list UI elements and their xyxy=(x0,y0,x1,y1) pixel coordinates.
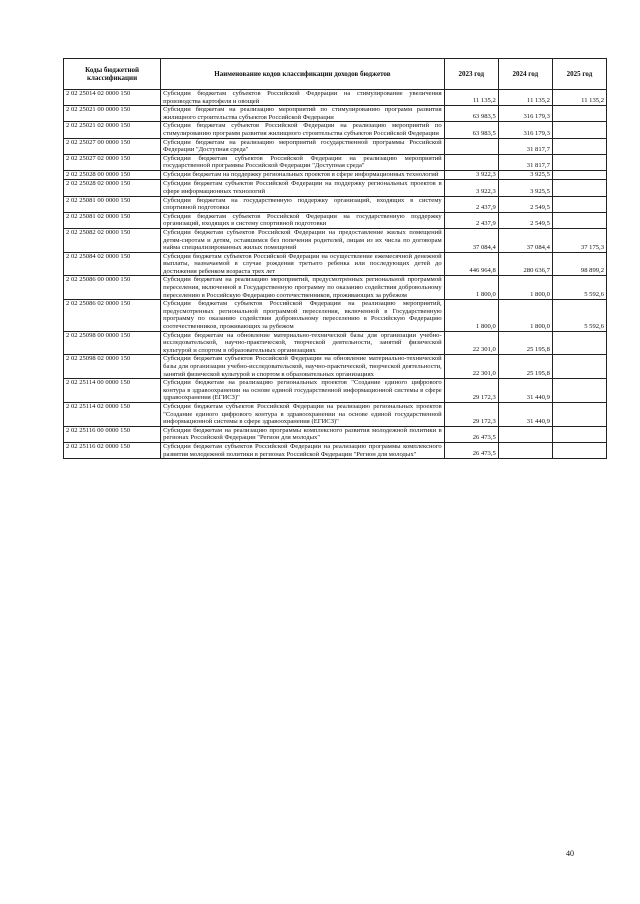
row-code: 2 02 25114 02 0000 150 xyxy=(64,402,161,426)
row-name: Субсидии бюджетам на реализацию мероприятий по стимулированию программ развития жилищного строительства субъектов Российской Федерации xyxy=(161,106,445,122)
row-value-2023: 63 983,5 xyxy=(444,122,498,138)
row-name: Субсидии бюджетам на реализацию программы комплексного развития молодежной политики в регионах Российской Федерации "Регион для молодых" xyxy=(161,426,445,442)
row-value-2023: 26 473,5 xyxy=(444,442,498,458)
row-value-2024: 31 817,7 xyxy=(498,138,552,154)
row-code: 2 02 25027 02 0000 150 xyxy=(64,154,161,170)
row-value-2023: 29 172,3 xyxy=(444,379,498,403)
row-value-2024: 1 800,0 xyxy=(498,300,552,331)
row-value-2025 xyxy=(552,106,606,122)
row-name: Субсидии бюджетам субъектов Российской Федерации на обновление материально-технической базы для организации учебно-исследовательской, научно-практической, творческой деятельности, занятий физической культурой и спортом в образовательных организациях xyxy=(161,355,445,379)
row-value-2023: 22 301,0 xyxy=(444,355,498,379)
row-code: 2 02 25116 02 0000 150 xyxy=(64,442,161,458)
table-row xyxy=(64,426,607,442)
row-value-2024: 2 549,5 xyxy=(498,196,552,212)
row-name: Субсидии бюджетам субъектов Российской Федерации на реализацию региональных проектов "Создание единого цифрового контура в здравоохранении на основе единой государственной информационной системы в сфере здравоохранения (ЕГИСЗ)" xyxy=(161,402,445,426)
row-value-2024 xyxy=(498,442,552,458)
table-header-row xyxy=(64,59,607,90)
table-row xyxy=(64,228,607,252)
row-code: 2 02 25014 02 0000 150 xyxy=(64,90,161,106)
row-value-2025: 5 592,6 xyxy=(552,276,606,300)
row-value-2023: 11 135,2 xyxy=(444,90,498,106)
row-name: Субсидии бюджетам на поддержку региональных проектов в сфере информационных технологий xyxy=(161,170,445,179)
row-code: 2 02 25086 00 0000 150 xyxy=(64,276,161,300)
table-row xyxy=(64,106,607,122)
row-value-2023: 37 084,4 xyxy=(444,228,498,252)
table-row xyxy=(64,154,607,170)
row-code: 2 02 25084 02 0000 150 xyxy=(64,252,161,276)
row-value-2024: 3 925,5 xyxy=(498,180,552,196)
table-body xyxy=(64,90,607,459)
row-value-2025 xyxy=(552,138,606,154)
row-value-2025: 37 175,3 xyxy=(552,228,606,252)
table-row xyxy=(64,252,607,276)
row-name: Субсидии бюджетам на государственную поддержку организаций, входящих в систему спортивной подготовки xyxy=(161,196,445,212)
row-value-2024: 316 179,3 xyxy=(498,122,552,138)
row-value-2024 xyxy=(498,426,552,442)
budget-table xyxy=(63,58,607,459)
row-value-2025 xyxy=(552,180,606,196)
row-value-2024: 31 440,9 xyxy=(498,402,552,426)
row-value-2023: 63 983,5 xyxy=(444,106,498,122)
row-value-2023: 1 800,0 xyxy=(444,300,498,331)
table-row xyxy=(64,122,607,138)
row-name: Субсидии бюджетам субъектов Российской Федерации на предоставление жилых помещений детям-сиротам и детям, оставшимся без попечения родителей, лицам из их числа по договорам найма специализированных жилых помещений xyxy=(161,228,445,252)
row-name: Субсидии бюджетам на реализацию мероприятий государственной программы Российской Федерации "Доступная среда" xyxy=(161,138,445,154)
row-code: 2 02 25082 02 0000 150 xyxy=(64,228,161,252)
row-name: Субсидии бюджетам субъектов Российской Федерации на государственную поддержку организаций, входящих в систему спортивной подготовки xyxy=(161,212,445,228)
row-code: 2 02 25021 02 0000 150 xyxy=(64,122,161,138)
row-value-2024: 25 195,8 xyxy=(498,355,552,379)
header-2025: 2025 год xyxy=(552,59,606,90)
row-value-2025 xyxy=(552,402,606,426)
table-row xyxy=(64,402,607,426)
row-value-2023: 22 301,0 xyxy=(444,331,498,355)
row-value-2023: 2 437,9 xyxy=(444,196,498,212)
table-row xyxy=(64,138,607,154)
row-value-2025 xyxy=(552,170,606,179)
table-row xyxy=(64,442,607,458)
header-2023: 2023 год xyxy=(444,59,498,90)
row-value-2024: 31 440,9 xyxy=(498,379,552,403)
row-value-2025 xyxy=(552,355,606,379)
row-value-2025 xyxy=(552,212,606,228)
row-value-2024: 280 636,7 xyxy=(498,252,552,276)
row-name: Субсидии бюджетам субъектов Российской Федерации на реализацию программы комплексного развития молодежной политики в регионах Российской Федерации "Регион для молодых" xyxy=(161,442,445,458)
table-row xyxy=(64,196,607,212)
row-value-2025 xyxy=(552,122,606,138)
row-name: Субсидии бюджетам субъектов Российской Федерации на реализацию мероприятий государственной программы Российской Федерации "Доступная среда" xyxy=(161,154,445,170)
row-code: 2 02 25098 00 0000 150 xyxy=(64,331,161,355)
table-row xyxy=(64,276,607,300)
row-code: 2 02 25027 00 0000 150 xyxy=(64,138,161,154)
table-row xyxy=(64,170,607,179)
row-value-2023: 1 800,0 xyxy=(444,276,498,300)
row-name: Субсидии бюджетам субъектов Российской Федерации на осуществление ежемесячной денежной выплаты, назначаемой в случае рождения третьего ребенка или последующих детей до достижения ребенком возраста трех лет xyxy=(161,252,445,276)
row-code: 2 02 25086 02 0000 150 xyxy=(64,300,161,331)
row-code: 2 02 25081 00 0000 150 xyxy=(64,196,161,212)
row-value-2024: 11 135,2 xyxy=(498,90,552,106)
row-value-2023: 26 473,5 xyxy=(444,426,498,442)
row-code: 2 02 25028 02 0000 150 xyxy=(64,180,161,196)
row-value-2024: 316 179,3 xyxy=(498,106,552,122)
row-code: 2 02 25116 00 0000 150 xyxy=(64,426,161,442)
row-code: 2 02 25114 00 0000 150 xyxy=(64,379,161,403)
row-name: Субсидии бюджетам на реализацию мероприятий, предусмотренных региональной программой переселения, включенной в Государственную программу по оказанию содействия добровольному переселению в Российскую Федерацию соотечественников, проживающих за рубежом xyxy=(161,276,445,300)
page-number: 40 xyxy=(566,849,574,858)
header-2024: 2024 год xyxy=(498,59,552,90)
row-value-2023 xyxy=(444,138,498,154)
row-value-2024: 37 084,4 xyxy=(498,228,552,252)
row-name: Субсидии бюджетам субъектов Российской Федерации на реализацию мероприятий по стимулированию программ развития жилищного строительства субъектов Российской Федерации xyxy=(161,122,445,138)
row-value-2023: 2 437,9 xyxy=(444,212,498,228)
row-value-2025 xyxy=(552,196,606,212)
table-row xyxy=(64,355,607,379)
row-value-2024: 31 817,7 xyxy=(498,154,552,170)
table-row xyxy=(64,331,607,355)
header-code: Коды бюджетной классификации xyxy=(64,59,161,90)
table-row xyxy=(64,300,607,331)
row-code: 2 02 25028 00 0000 150 xyxy=(64,170,161,179)
row-name: Субсидии бюджетам субъектов Российской Федерации на стимулирование увеличения производства картофеля и овощей xyxy=(161,90,445,106)
row-value-2023 xyxy=(444,154,498,170)
row-value-2025 xyxy=(552,154,606,170)
row-value-2024: 1 800,0 xyxy=(498,276,552,300)
row-value-2025: 11 135,2 xyxy=(552,90,606,106)
row-value-2025 xyxy=(552,331,606,355)
row-name: Субсидии бюджетам субъектов Российской Федерации на реализацию мероприятий, предусмотренных региональной программой переселения, включенной в Государственную программу по оказанию содействия добровольному переселению в Российскую Федерацию соотечественников, проживающих за рубежом xyxy=(161,300,445,331)
table-row xyxy=(64,180,607,196)
row-name: Субсидии бюджетам на обновление материально-технической базы для организации учебно-исследовательской, научно-практической, творческой деятельности, занятий физической культурой и спортом в образовательных организациях xyxy=(161,331,445,355)
row-name: Субсидии бюджетам субъектов Российской Федерации на поддержку региональных проектов в сфере информационных технологий xyxy=(161,180,445,196)
table-row xyxy=(64,379,607,403)
row-value-2024: 25 195,8 xyxy=(498,331,552,355)
row-code: 2 02 25021 00 0000 150 xyxy=(64,106,161,122)
row-value-2025 xyxy=(552,442,606,458)
row-value-2025 xyxy=(552,426,606,442)
header-name: Наименование кодов классификации доходов бюджетов xyxy=(161,59,445,90)
row-value-2025: 98 899,2 xyxy=(552,252,606,276)
table-row xyxy=(64,212,607,228)
row-value-2025: 5 592,6 xyxy=(552,300,606,331)
row-value-2023: 3 922,3 xyxy=(444,180,498,196)
row-value-2024: 2 549,5 xyxy=(498,212,552,228)
row-code: 2 02 25098 02 0000 150 xyxy=(64,355,161,379)
row-value-2023: 446 964,8 xyxy=(444,252,498,276)
row-code: 2 02 25081 02 0000 150 xyxy=(64,212,161,228)
row-value-2023: 29 172,3 xyxy=(444,402,498,426)
row-value-2023: 3 922,3 xyxy=(444,170,498,179)
row-value-2025 xyxy=(552,379,606,403)
table-row xyxy=(64,90,607,106)
row-name: Субсидии бюджетам на реализацию региональных проектов "Создание единого цифрового контура в здравоохранении на основе единой государственной информационной системы в сфере здравоохранения (ЕГИСЗ)" xyxy=(161,379,445,403)
row-value-2024: 3 925,5 xyxy=(498,170,552,179)
